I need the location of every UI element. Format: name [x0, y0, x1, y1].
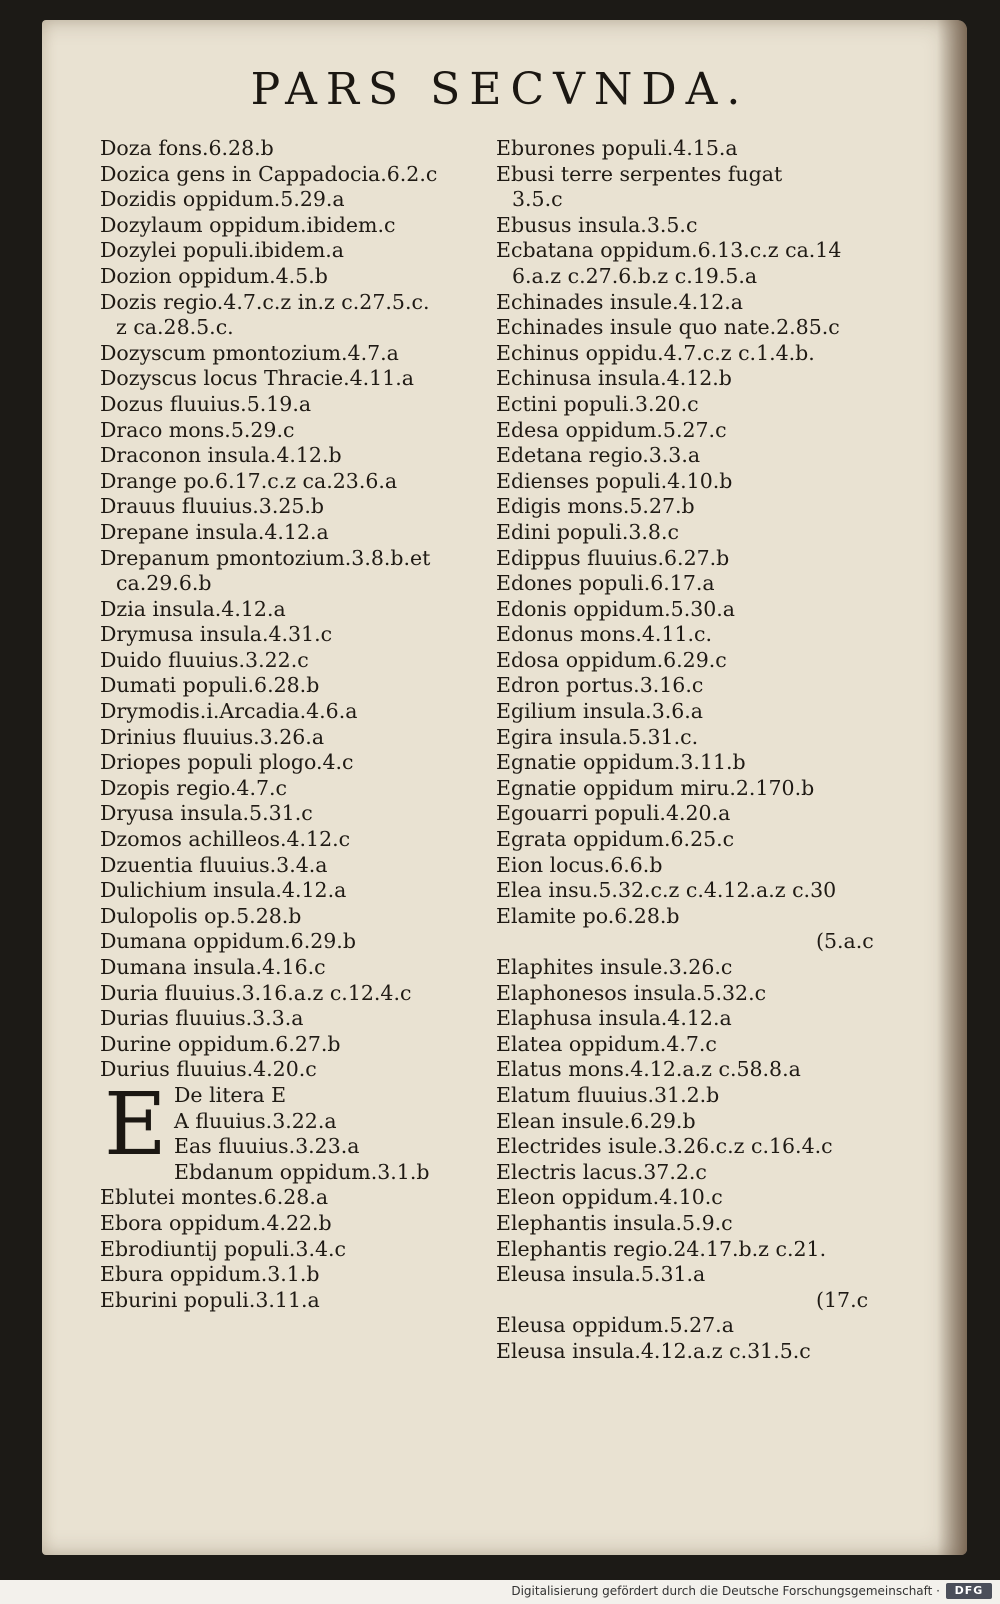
index-entry: Elephantis regio.24.17.b.z c.21. [496, 1236, 827, 1261]
running-head: PARS SECVNDA. [250, 64, 750, 115]
index-entry: Edippus fluuius.6.27.b [496, 545, 730, 570]
index-entry: Edienses populi.4.10.b [496, 468, 733, 493]
index-entry: Drepane insula.4.12.a [100, 519, 329, 544]
index-entry: Edones populi.6.17.a [496, 571, 715, 596]
index-entry: Echinusa insula.4.12.b [496, 366, 732, 391]
index-entry: Elaphusa insula.4.12.a [496, 1006, 732, 1031]
index-entry: Drymusa insula.4.31.c [100, 622, 333, 647]
footer-credit: Digitalisierung gefördert durch die Deutsche Forschungsgemeinschaft · [511, 1584, 940, 1598]
index-entry: Eas fluuius.3.23.a [174, 1134, 360, 1159]
section-heading: De litera E [174, 1082, 287, 1107]
index-entry: Elaphites insule.3.26.c [496, 955, 733, 979]
index-entry: Ebdanum oppidum.3.1.b [174, 1159, 430, 1184]
index-entry: Drepanum pmontozium.3.8.b.et [100, 545, 431, 570]
index-entry: Dozis regio.4.7.c.z in.z c.27.5.c. [100, 289, 430, 314]
index-entry: Dozica gens in Cappadocia.6.2.c [100, 161, 438, 186]
index-entry: Dzuentia fluuius.3.4.a [100, 852, 328, 877]
index-entry: Duido fluuius.3.22.c [100, 647, 309, 672]
index-entry: Durias fluuius.3.3.a [100, 1006, 304, 1031]
index-entry: Drauus fluuius.3.25.b [100, 494, 325, 519]
index-entry: Eblutei montes.6.28.a [100, 1185, 329, 1210]
index-entry: Electris lacus.37.2.c [496, 1159, 707, 1184]
index-entry: Elamite po.6.28.b [496, 903, 680, 928]
index-entry: Elephantis insula.5.9.c [496, 1210, 733, 1235]
index-entry: Ebrodiuntij populi.3.4.c [100, 1236, 346, 1261]
index-entry-continuation: 3.5.c [512, 187, 563, 212]
index-entry: Ecbatana oppidum.6.13.c.z ca.14 [496, 238, 842, 263]
index-entry: Egnatie oppidum.3.11.b [496, 750, 746, 775]
index-entry: Dumati populi.6.28.b [100, 673, 320, 698]
index-entry: Dozyscum pmontozium.4.7.a [100, 340, 399, 365]
index-entry: A fluuius.3.22.a [174, 1108, 337, 1133]
index-entry: Edosa oppidum.6.29.c [496, 647, 727, 672]
index-entry-continuation: 6.a.z c.27.6.b.z c.19.5.a [512, 263, 758, 288]
index-entry: Eleusa oppidum.5.27.a [496, 1313, 734, 1338]
index-entry: Edonus mons.4.11.c. [496, 622, 713, 647]
index-entry: Edron portus.3.16.c [496, 673, 704, 698]
index-entry: Elean insule.6.29.b [496, 1108, 696, 1133]
index-entry: Eleon oppidum.4.10.c [496, 1185, 723, 1210]
dfg-logo: DFG [946, 1583, 992, 1599]
index-entry: Dozidis oppidum.5.29.a [100, 187, 345, 212]
index-entry: Eleusa insula.5.31.a [496, 1262, 706, 1287]
index-entry-continuation: ca.29.6.b [116, 571, 212, 596]
index-entry: Doza fons.6.28.b [100, 136, 274, 160]
index-entry: Edetana regio.3.3.a [496, 443, 701, 468]
index-entry: Elatum fluuius.31.2.b [496, 1082, 720, 1107]
index-entry: Dozyscus locus Thracie.4.11.a [100, 366, 414, 391]
index-entry: Eion locus.6.6.b [496, 852, 663, 877]
index-entry: Eburones populi.4.15.a [496, 136, 738, 160]
index-entry: Elea insu.5.32.c.z c.4.12.a.z c.30 [496, 878, 837, 903]
index-entry: Dumana insula.4.16.c [100, 955, 326, 979]
index-entry: Ebura oppidum.3.1.b [100, 1262, 320, 1287]
index-entry: Dozion oppidum.4.5.b [100, 263, 328, 288]
index-entry: Drange po.6.17.c.z ca.23.6.a [100, 468, 398, 493]
index-entry: Eburini populi.3.11.a [100, 1287, 320, 1312]
index-entry-continuation: (17.c [816, 1287, 869, 1312]
index-entry: Dzomos achilleos.4.12.c [100, 827, 351, 852]
index-entry: Egouarri populi.4.20.a [496, 801, 731, 826]
index-entry: Durius fluuius.4.20.c [100, 1057, 317, 1082]
index-entry: Elaphonesos insula.5.32.c [496, 980, 767, 1005]
drop-cap-letter: E [104, 1075, 167, 1175]
index-entry: Ebusus insula.3.5.c [496, 212, 698, 237]
index-entry: Dzopis regio.4.7.c [100, 775, 288, 800]
index-entry: Echinades insule.4.12.a [496, 289, 743, 314]
index-entry: Edonis oppidum.5.30.a [496, 596, 736, 621]
index-entry: Dulichium insula.4.12.a [100, 878, 347, 903]
index-entry: Drinius fluuius.3.26.a [100, 724, 325, 749]
index-entry: Dzia insula.4.12.a [100, 596, 286, 621]
index-entry-continuation: z ca.28.5.c. [116, 315, 234, 340]
index-entry: Dozylei populi.ibidem.a [100, 238, 345, 263]
index-entry: Eleusa insula.4.12.a.z c.31.5.c [496, 1338, 811, 1363]
index-entry: Dozylaum oppidum.ibidem.c [100, 212, 396, 237]
index-entry: Egrata oppidum.6.25.c [496, 827, 735, 852]
index-entry: Driopes populi plogo.4.c [100, 750, 354, 775]
index-entry: Drymodis.i.Arcadia.4.6.a [100, 699, 358, 724]
index-entry: Egira insula.5.31.c. [496, 724, 699, 749]
index-entry: Dulopolis op.5.28.b [100, 903, 302, 928]
index-entry: Echinades insule quo nate.2.85.c [496, 315, 840, 340]
index-entry: Echinus oppidu.4.7.c.z c.1.4.b. [496, 340, 815, 365]
index-entry: Dryusa insula.5.31.c [100, 801, 313, 826]
index-entry: Dozus fluuius.5.19.a [100, 391, 312, 416]
index-entry: Draconon insula.4.12.b [100, 443, 342, 468]
index-entry: Draco mons.5.29.c [100, 417, 295, 442]
index-entry-continuation: (5.a.c [816, 929, 874, 954]
index-entry: Durine oppidum.6.27.b [100, 1031, 341, 1056]
index-entry: Elatea oppidum.4.7.c [496, 1031, 717, 1056]
index-entry: Egnatie oppidum miru.2.170.b [496, 775, 815, 800]
index-entry: Edigis mons.5.27.b [496, 494, 695, 519]
index-entry: Electrides isule.3.26.c.z c.16.4.c [496, 1134, 833, 1159]
index-entry: Ectini populi.3.20.c [496, 391, 699, 416]
index-entry: Elatus mons.4.12.a.z c.58.8.a [496, 1057, 801, 1082]
index-entry: Dumana oppidum.6.29.b [100, 929, 356, 954]
index-entry: Edesa oppidum.5.27.c [496, 417, 727, 442]
index-column-right [496, 136, 936, 1365]
index-entry: Ebusi terre serpentes fugat [496, 161, 783, 186]
index-entry: Ebora oppidum.4.22.b [100, 1210, 332, 1235]
index-entry: Egilium insula.3.6.a [496, 699, 704, 724]
index-entry: Duria fluuius.3.16.a.z c.12.4.c [100, 980, 412, 1005]
page-edge-shadow [937, 20, 967, 1555]
index-entry: Edini populi.3.8.c [496, 519, 679, 544]
